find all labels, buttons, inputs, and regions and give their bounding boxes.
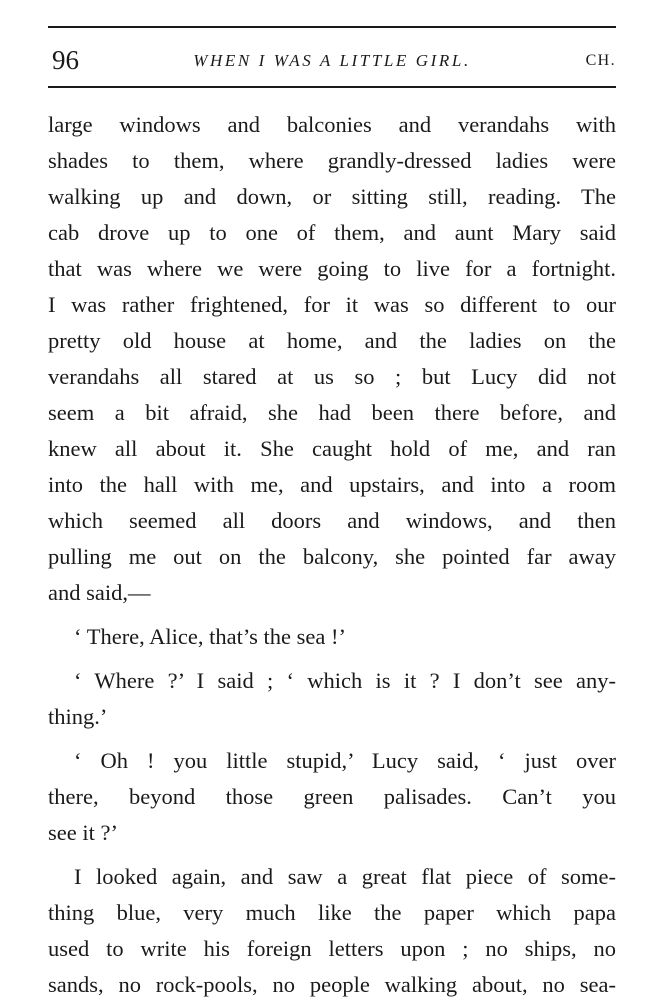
text-line: used to write his foreign letters upon ; no ships, no <box>48 936 616 961</box>
text-line: see it ?’ <box>48 820 118 845</box>
text-line: sands, no rock-pools, no people walking about, no sea- <box>48 972 616 997</box>
paragraph <box>48 107 616 611</box>
paragraph-gap <box>48 611 616 619</box>
paragraph-gap <box>48 735 616 743</box>
text-line: I was rather frightened, for it was so different to our <box>48 292 616 317</box>
text-line: into the hall with me, and upstairs, and into a room <box>48 472 616 497</box>
paragraph-gap <box>48 851 616 859</box>
text-line: ‘ There, Alice, that’s the sea !’ <box>74 624 346 649</box>
paragraph <box>48 859 616 1003</box>
text-line: thing blue, very much like the paper which papa <box>48 900 616 925</box>
header-rule-top <box>48 26 616 28</box>
text-line: and said,— <box>48 580 151 605</box>
text-line: knew all about it. She caught hold of me, and ran <box>48 436 616 461</box>
running-header <box>48 44 616 76</box>
chapter-abbreviation: CH. <box>585 52 616 69</box>
text-line: seem a bit afraid, she had been there before, and <box>48 400 616 425</box>
page-number: 96 <box>52 45 79 75</box>
text-line: I looked again, and saw a great flat piece of some- <box>74 864 616 889</box>
text-line: pulling me out on the balcony, she pointed far away <box>48 544 616 569</box>
header-rule-bottom <box>48 86 616 88</box>
text-line: shades to them, where grandly-dressed ladies were <box>48 148 616 173</box>
text-line: walking up and down, or sitting still, reading. The <box>48 184 616 209</box>
text-line: ‘ Oh ! you little stupid,’ Lucy said, ‘ just over <box>74 748 616 773</box>
body-text <box>48 107 616 1003</box>
text-line: thing.’ <box>48 704 108 729</box>
paragraph <box>48 663 616 735</box>
paragraph-gap <box>48 655 616 663</box>
text-line: which seemed all doors and windows, and then <box>48 508 616 533</box>
text-line: verandahs all stared at us so ; but Lucy did not <box>48 364 616 389</box>
running-title: WHEN I WAS A LITTLE GIRL. <box>193 51 471 70</box>
paragraph <box>48 619 616 655</box>
text-line: cab drove up to one of them, and aunt Mary said <box>48 220 616 245</box>
paragraph <box>48 743 616 851</box>
text-line: ‘ Where ?’ I said ; ‘ which is it ? I don’t see any- <box>74 668 616 693</box>
text-line: there, beyond those green palisades. Can’t you <box>48 784 616 809</box>
text-line: that was where we were going to live for a fortnight. <box>48 256 616 281</box>
text-line: pretty old house at home, and the ladies on the <box>48 328 616 353</box>
text-line: large windows and balconies and verandahs with <box>48 112 616 137</box>
